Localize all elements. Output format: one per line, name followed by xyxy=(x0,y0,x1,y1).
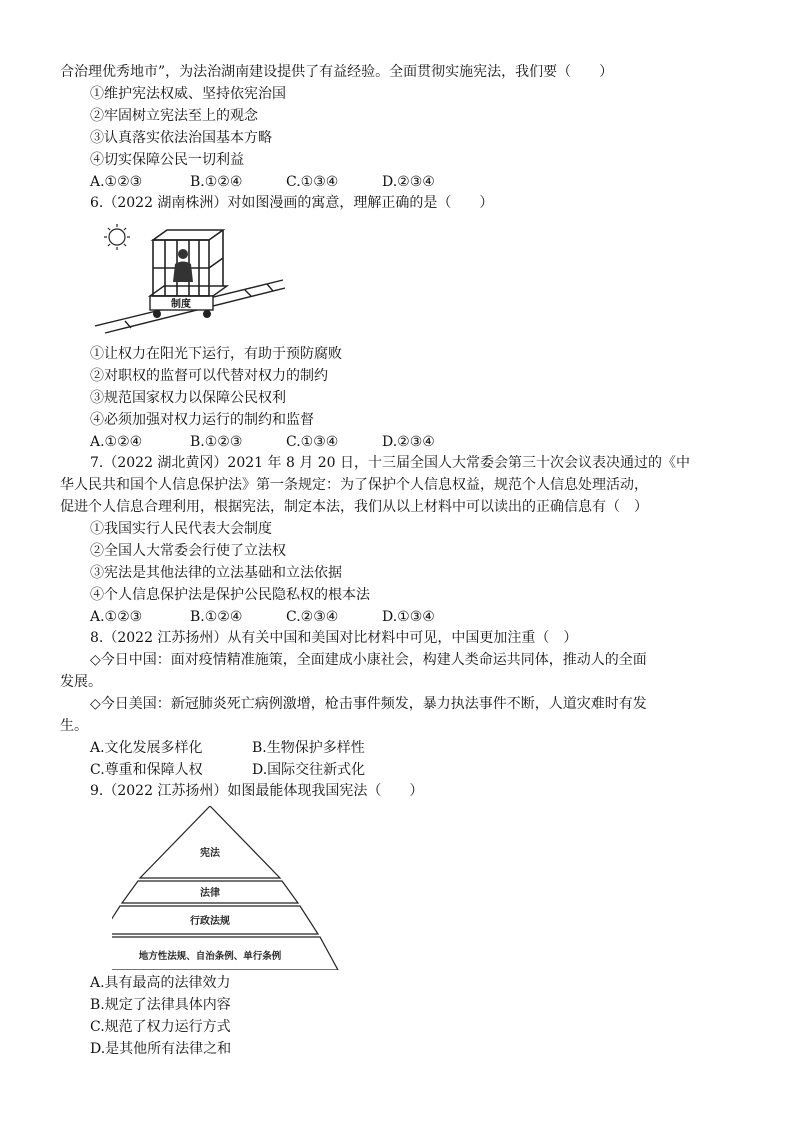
q9-option-b: B.规定了法律具体内容 xyxy=(90,997,231,1013)
q6-options xyxy=(90,432,435,452)
q6-stem: 6.（2022 湖南株洲）对如图漫画的寓意，理解正确的是（ ） xyxy=(90,195,494,211)
q8-china-line-1: ◇今日中国：面对疫情精准施策，全面建成小康社会，构建人类命运共同体，推动人的全面 xyxy=(90,652,647,668)
q5-stem-tail: 合治理优秀地市”，为法治湖南建设提供了有益经验。全面贯彻实施宪法，我们要（ ） xyxy=(60,64,614,80)
q7-stem-line-2: 华人民共和国个人信息保护法》第一条规定：为了保护个人信息权益，规范个人信息处理活动， xyxy=(60,477,648,493)
q9-option-a: A.具有最高的法律效力 xyxy=(90,975,231,991)
q8-option-c: C.尊重和保障人权 xyxy=(90,762,203,778)
sun-icon xyxy=(104,224,130,250)
q7-stem-line-3: 促进个人信息合理利用，根据宪法，制定本法，我们从以上材料中可以读出的正确信息有（ ） xyxy=(60,499,648,515)
q6-item-4: ④必须加强对权力运行的制约和监督 xyxy=(90,412,314,428)
q5-item-3: ③认真落实依法治国基本方略 xyxy=(90,130,272,146)
q7-option-d: D.①③④ xyxy=(382,609,435,625)
q5-option-d: D.②③④ xyxy=(382,174,435,190)
q8-usa-line-1: ◇今日美国：新冠肺炎死亡病例激增，枪击事件频发，暴力执法事件不断，人道灾难时有发 xyxy=(90,696,647,712)
pyramid-level-constitution xyxy=(140,806,280,878)
q7-option-b: B.①②④ xyxy=(190,609,243,625)
q6-option-b: B.①②③ xyxy=(190,434,243,450)
q7-item-4: ④个人信息保护法是保护公民隐私权的根本法 xyxy=(90,587,370,603)
pyramid-text-4: 地方性法规、自治条例、单行条例 xyxy=(138,951,282,962)
q8-options-row-2 xyxy=(90,760,365,780)
q8-options-row-1 xyxy=(90,738,365,758)
q8-china-line-2: 发展。 xyxy=(60,674,102,690)
q5-options xyxy=(90,172,435,192)
q6-option-a: A.①②④ xyxy=(90,434,143,450)
q5-item-2: ②牢固树立宪法至上的观念 xyxy=(90,108,258,124)
q7-option-a: A.①②③ xyxy=(90,609,143,625)
q7-stem-line-1: 7.（2022 湖北黄冈）2021 年 8 月 20 日，十三届全国人大常委会第三十次会议表决通过的《中 xyxy=(90,455,691,471)
q6-option-c: C.①③④ xyxy=(286,434,339,450)
q7-item-1: ①我国实行人民代表大会制度 xyxy=(90,521,272,537)
pyramid-text-1: 宪法 xyxy=(200,848,220,859)
q8-stem: 8.（2022 江苏扬州）从有关中国和美国对比材料中可见，中国更加注重（ ） xyxy=(90,630,578,646)
q9-option-d: D.是其他所有法律之和 xyxy=(90,1041,232,1057)
cartoon-label: 制度 xyxy=(171,299,191,310)
q5-item-4: ④切实保障公民一切利益 xyxy=(90,152,244,168)
official-figure xyxy=(173,249,193,282)
law-hierarchy-pyramid xyxy=(112,806,352,970)
q6-item-1: ①让权力在阳光下运行，有助于预防腐败 xyxy=(90,346,342,362)
q5-option-c: C.①③④ xyxy=(286,174,339,190)
q8-option-a: A.文化发展多样化 xyxy=(90,740,203,756)
q7-item-3: ③宪法是其他法律的立法基础和立法依据 xyxy=(90,565,342,581)
q5-option-a: A.①②③ xyxy=(90,174,143,190)
q8-option-d: D.国际交往新式化 xyxy=(252,762,366,778)
q6-item-2: ②对职权的监督可以代替对权力的制约 xyxy=(90,368,328,384)
q8-option-b: B.生物保护多样性 xyxy=(252,740,365,756)
q8-usa-line-2: 生。 xyxy=(60,718,88,734)
q5-item-1: ①维护宪法权威、坚持依宪治国 xyxy=(90,86,286,102)
q7-option-c: C.②③④ xyxy=(286,609,339,625)
pyramid-text-3: 行政法规 xyxy=(190,916,230,927)
q6-option-d: D.②③④ xyxy=(382,434,435,450)
q9-stem: 9.（2022 江苏扬州）如图最能体现我国宪法（ ） xyxy=(90,783,424,799)
q7-options xyxy=(90,607,435,627)
power-cage-cartoon xyxy=(95,222,285,334)
q7-item-2: ②全国人大常委会行使了立法权 xyxy=(90,543,286,559)
q9-option-c: C.规范了权力运行方式 xyxy=(90,1019,231,1035)
q6-item-3: ③规范国家权力以保障公民权利 xyxy=(90,390,286,406)
q5-option-b: B.①②④ xyxy=(190,174,243,190)
pyramid-text-2: 法律 xyxy=(200,888,220,899)
